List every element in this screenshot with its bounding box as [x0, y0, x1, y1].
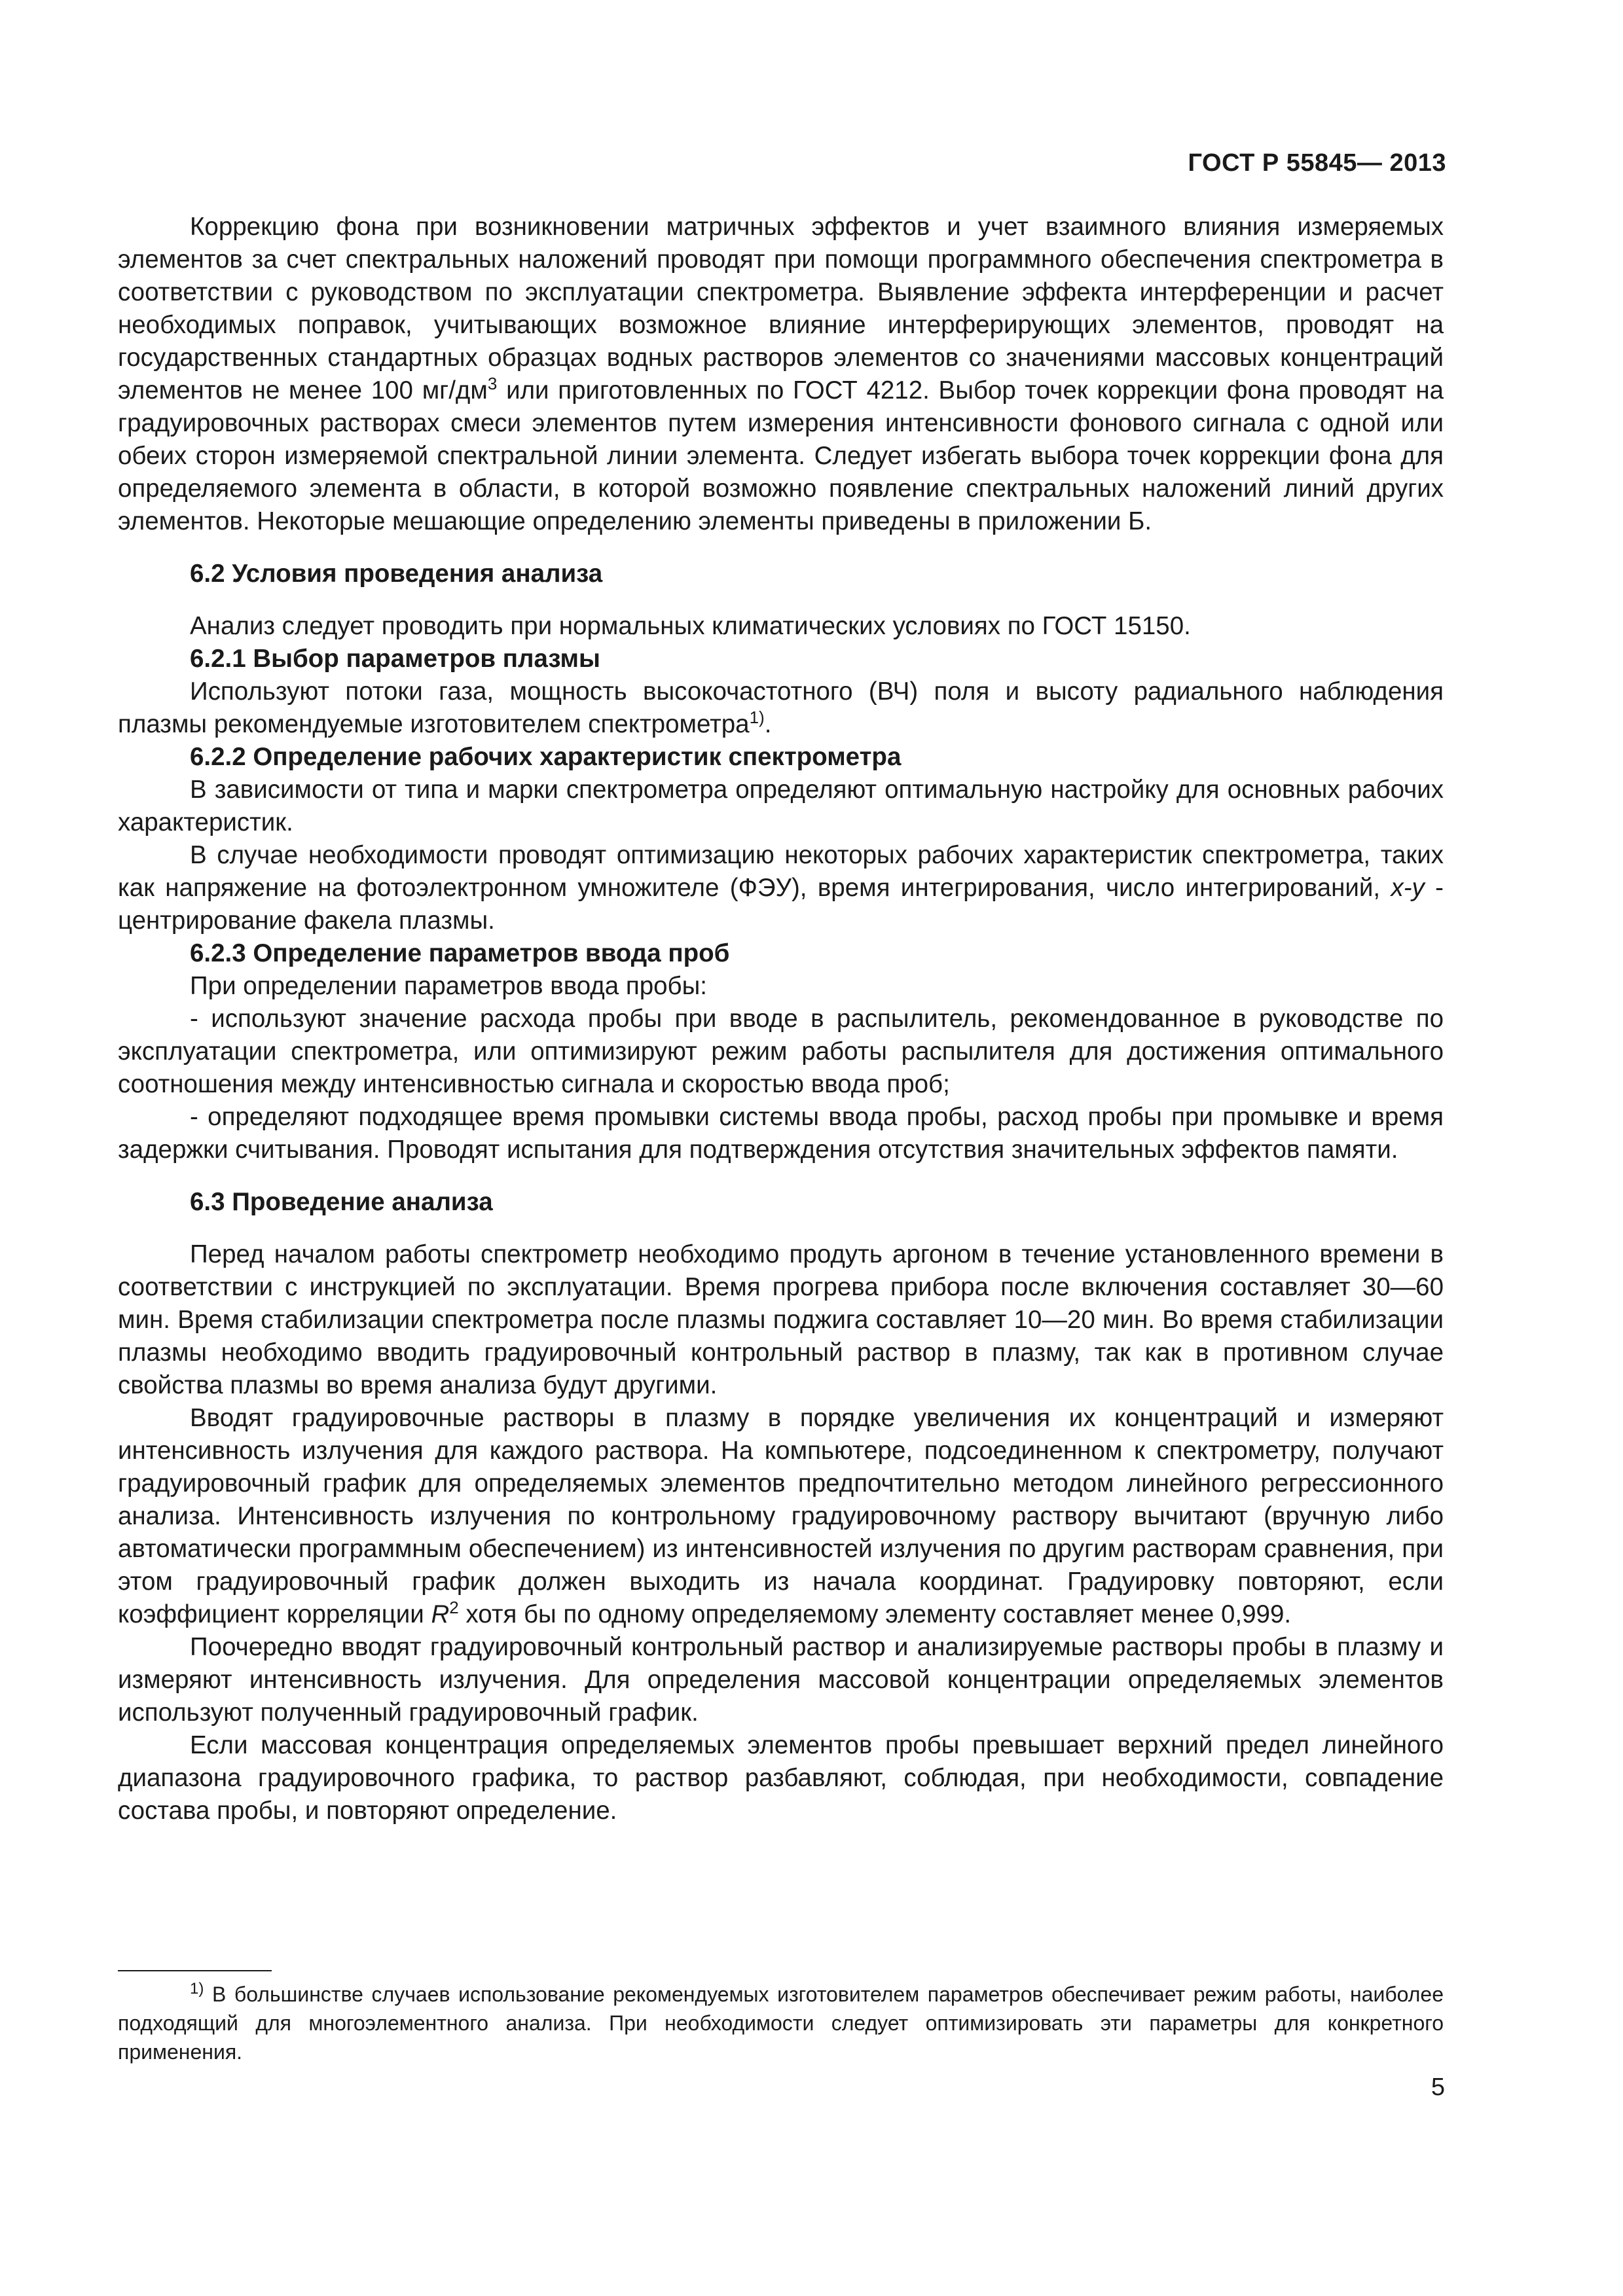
paragraph-text: В случае необходимости проводят оптимизацию некоторых рабочих характеристик спектрометра, таких как напряжение на фотоэлектронном умножителе (ФЭУ), время интегрирования, число интегрирований,: [118, 841, 1444, 902]
paragraph-text: или приготовленных по ГОСТ 4212. Выбор точек коррекции фона проводят на градуировочных растворах смеси элементов путем измерения интенсивности фонового сигнала с одной или обеих сторон измеряемой спектральной линии элемента. Следует избегать выбора точек коррекции фона для определяемого элемента в области, в которой возможно появление спектральных наложений линий других элементов. Некоторые мешающие определению элементы приведены в приложении Б.: [118, 376, 1444, 535]
paragraph-spectrometer-type: В зависимости от типа и марки спектрометра определяют оптимальную настройку для основных рабочих характеристик.: [118, 776, 1444, 836]
paragraph-spectrometer-optimization: [118, 839, 1444, 937]
italic-term: x-y: [1391, 874, 1425, 902]
paragraph-dilution: Если массовая концентрация определяемых элементов пробы превышает верхний предел линейного диапазона градуировочного графика, то раствор разбавляют, соблюдая, при необходимости, совпадение состава пробы, и повторяют определение.: [118, 1731, 1444, 1825]
paragraph-background-correction: [118, 211, 1444, 538]
paragraph-text: Используют потоки газа, мощность высокочастотного (ВЧ) поля и высоту радиального наблюдения плазмы рекомендуемые изготовителем спектрометра: [118, 677, 1444, 738]
document-body: [118, 211, 1444, 1827]
paragraph-text: Вводят градуировочные растворы в плазму в порядке увеличения их концентраций и измеряют интенсивность излучения для каждого раствора. На компьютере, подсоединенном к спектрометру, получают градуировочный график для определяемых элементов предпочтительно методом линейного регрессионного анализа. Интенсивность излучения по контрольному градуировочному раствору вычитают (вручную либо автоматически программным обеспечением) из интенсивностей излучения по другим растворам сравнения, при этом градуировочный график должен выходить из начала координат. Градуировку повторяют, если коэффициент корреляции: [118, 1404, 1444, 1628]
footnote-separator: [118, 1970, 272, 1971]
page-number: 5: [1431, 2073, 1445, 2101]
paragraph-plasma-parameters: [118, 675, 1444, 741]
footnote-marker: 1): [190, 1980, 204, 1998]
list-item-rinse-time: - определяют подходящее время промывки системы ввода пробы, расход пробы при промывке и время задержки считывания. Проводят испытания для подтверждения отсутствия значительных эффектов памяти.: [118, 1103, 1444, 1164]
paragraph-text: - центрирование факела плазмы.: [118, 874, 1444, 935]
paragraph-text: хотя бы по одному определяемому элементу составляет менее 0,999.: [458, 1600, 1292, 1628]
footnote-text: В большинстве случаев использование рекомендуемых изготовителем параметров обеспечивает режим работы, наиболее подходящий для многоэлементного анализа. При необходимости следует оптимизировать эти параметры для конкретного применения.: [118, 1982, 1444, 2064]
paragraph-analysis-conditions: Анализ следует проводить при нормальных климатических условиях по ГОСТ 15150.: [190, 612, 1191, 640]
superscript: 2: [449, 1598, 459, 1617]
section-heading-6-2: 6.2 Условия проведения анализа: [190, 560, 603, 588]
paragraph-sample-input-intro: При определении параметров ввода пробы:: [190, 972, 707, 1000]
section-heading-6-3: 6.3 Проведение анализа: [190, 1188, 493, 1216]
paragraph-text: .: [764, 710, 772, 738]
footnote-reference[interactable]: 1): [749, 708, 765, 727]
list-item-sample-flow: - используют значение расхода пробы при вводе в распылитель, рекомендованное в руководстве по эксплуатации спектрометра, или оптимизируют режим работы распылителя для достижения оптимального соотношения между интенсивностью сигнала и скоростью ввода проб;: [118, 1005, 1444, 1098]
section-heading-6-2-1: 6.2.1 Выбор параметров плазмы: [190, 645, 600, 673]
section-heading-6-2-2: 6.2.2 Определение рабочих характеристик спектрометра: [190, 743, 902, 771]
italic-symbol: R: [431, 1600, 450, 1628]
paragraph-sample-measurement: Поочередно вводят градуировочный контрольный раствор и анализируемые растворы пробы в плазму и измеряют интенсивность излучения. Для определения массовой концентрации определяемых элементов используют полученный градуировочный график.: [118, 1633, 1444, 1727]
section-heading-6-2-3: 6.2.3 Определение параметров ввода проб: [190, 939, 730, 967]
paragraph-argon-purge: Перед началом работы спектрометр необходимо продуть аргоном в течение установленного времени в соответствии с инструкцией по эксплуатации. Время прогрева прибора после включения составляет 30—60 мин. Время стабилизации спектрометра после плазмы поджига составляет 10—20 мин. Во время стабилизации плазмы необходимо вводить градуировочный контрольный раствор в плазму, так как в противном случае свойства плазмы во время анализа будут другими.: [118, 1240, 1444, 1399]
paragraph-text: Коррекцию фона при возникновении матричных эффектов и учет взаимного влияния измеряемых элементов за счет спектральных наложений проводят при помощи программного обеспечения спектрометра в соответствии с руководством по эксплуатации спектрометра. Выявление эффекта интерференции и расчет необходимых поправок, учитывающих возможное влияние интерферирующих элементов, проводят на государственных стандартных образцах водных растворов элементов со значениями массовых концентраций элементов не менее 100 мг/дм: [118, 213, 1444, 404]
paragraph-calibration: [118, 1402, 1444, 1631]
footnote: [118, 1980, 1444, 2066]
superscript: 3: [487, 374, 498, 393]
document-code-header: ГОСТ Р 55845— 2013: [1188, 149, 1446, 177]
